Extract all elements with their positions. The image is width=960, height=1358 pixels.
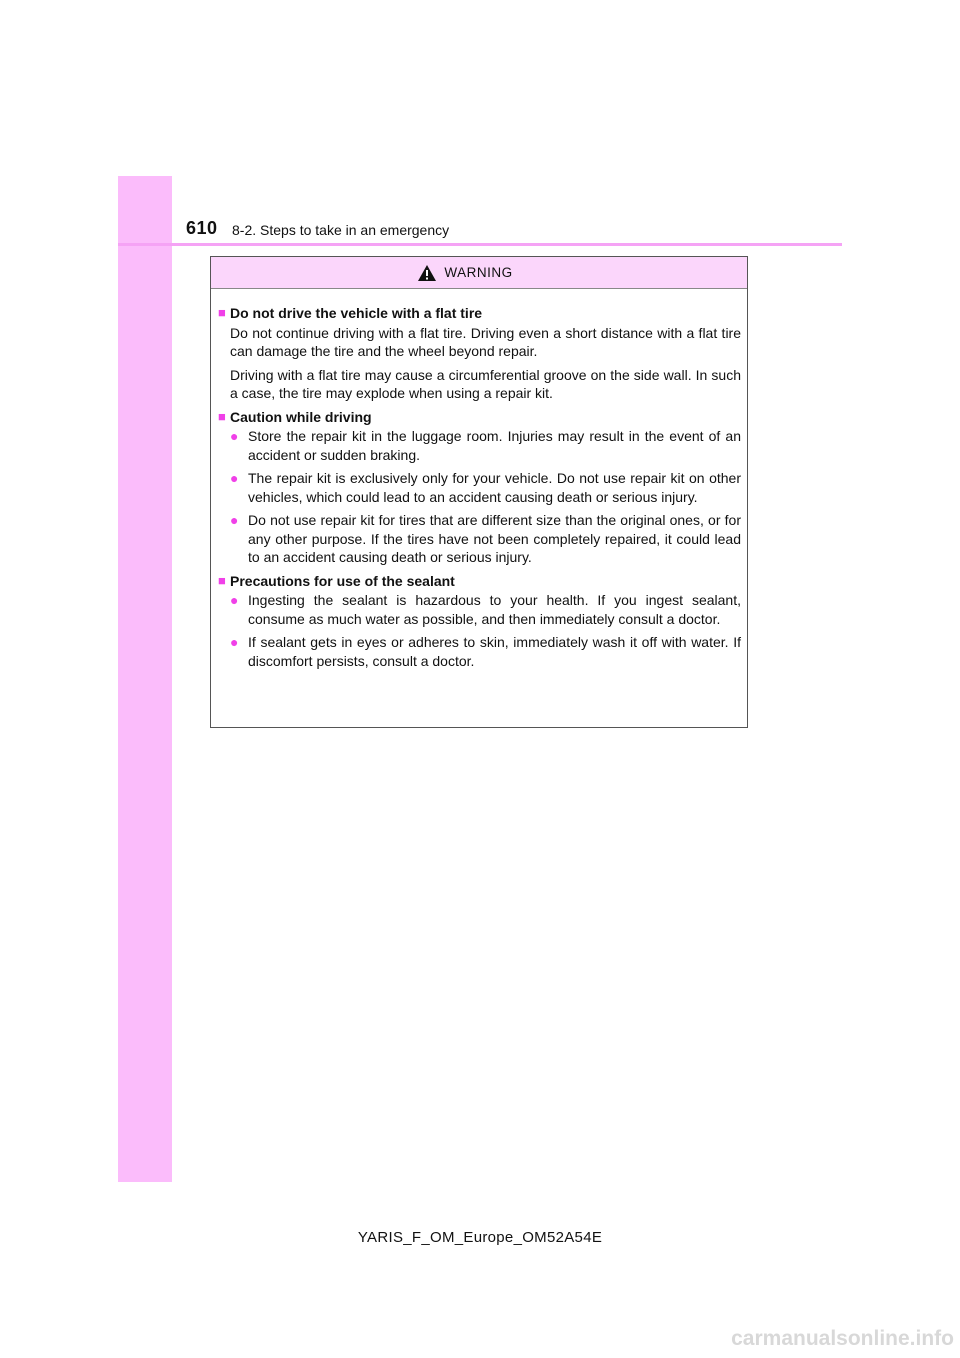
document-code-footer: YARIS_F_OM_Europe_OM52A54E	[357, 1229, 603, 1246]
page-number: 610	[186, 218, 218, 238]
circle-bullet-icon: ●	[230, 428, 239, 444]
warning-box	[210, 256, 748, 728]
list-item	[218, 511, 741, 567]
section-heading-text: Precautions for use of the sealant	[230, 572, 455, 589]
list-item-text: If sealant gets in eyes or adheres to skin, immediately wash it off with water. If discomfort persists, consult a doctor.	[248, 634, 741, 669]
warning-header	[211, 257, 747, 289]
section-paragraph: Do not continue driving with a flat tire. Driving even a short distance with a flat tire can damage the tire and the wheel beyond repair.	[230, 324, 741, 359]
circle-bullet-icon: ●	[230, 592, 239, 608]
square-bullet-icon: ■	[218, 572, 226, 588]
square-bullet-icon: ■	[218, 408, 226, 424]
list-item	[218, 469, 741, 506]
section-heading	[218, 304, 741, 323]
section-paragraph: Driving with a flat tire may cause a circumferential groove on the side wall. In such a case, the tire may explode when using a repair kit.	[230, 366, 741, 401]
header-rule	[118, 243, 842, 246]
warning-triangle-icon	[417, 264, 437, 282]
circle-bullet-icon: ●	[230, 470, 239, 486]
list-item-text: The repair kit is exclusively only for your vehicle. Do not use repair kit on other vehicles, which could lead to an accident causing death or serious injury.	[248, 470, 741, 505]
list-item-text: Ingesting the sealant is hazardous to your health. If you ingest sealant, consume as much water as possible, and then immediately consult a doctor.	[248, 592, 741, 627]
warning-label: WARNING	[444, 265, 513, 280]
section-heading-text: Do not drive the vehicle with a flat tire	[230, 305, 483, 321]
section-heading-text: Caution while driving	[230, 408, 372, 425]
list-item-text: Store the repair kit in the luggage room. Injuries may result in the event of an accident or sudden braking.	[248, 428, 741, 463]
section-heading	[218, 408, 741, 427]
list-item	[218, 591, 741, 628]
list-item	[218, 633, 741, 670]
circle-bullet-icon: ●	[230, 634, 239, 650]
watermark: carmanualsonline.info	[731, 1327, 954, 1350]
chapter-side-tab	[118, 176, 172, 1182]
list-item-text: Do not use repair kit for tires that are different size than the original ones, or for any other purpose. If the tires have not been completely repaired, it could lead to an accident causing death or serious injury.	[248, 512, 741, 565]
warning-body	[211, 289, 747, 670]
section-title: 8-2. Steps to take in an emergency	[232, 222, 450, 238]
list-item	[218, 427, 741, 464]
circle-bullet-icon: ●	[230, 512, 239, 528]
square-bullet-icon: ■	[218, 305, 226, 320]
section-heading	[218, 572, 741, 591]
